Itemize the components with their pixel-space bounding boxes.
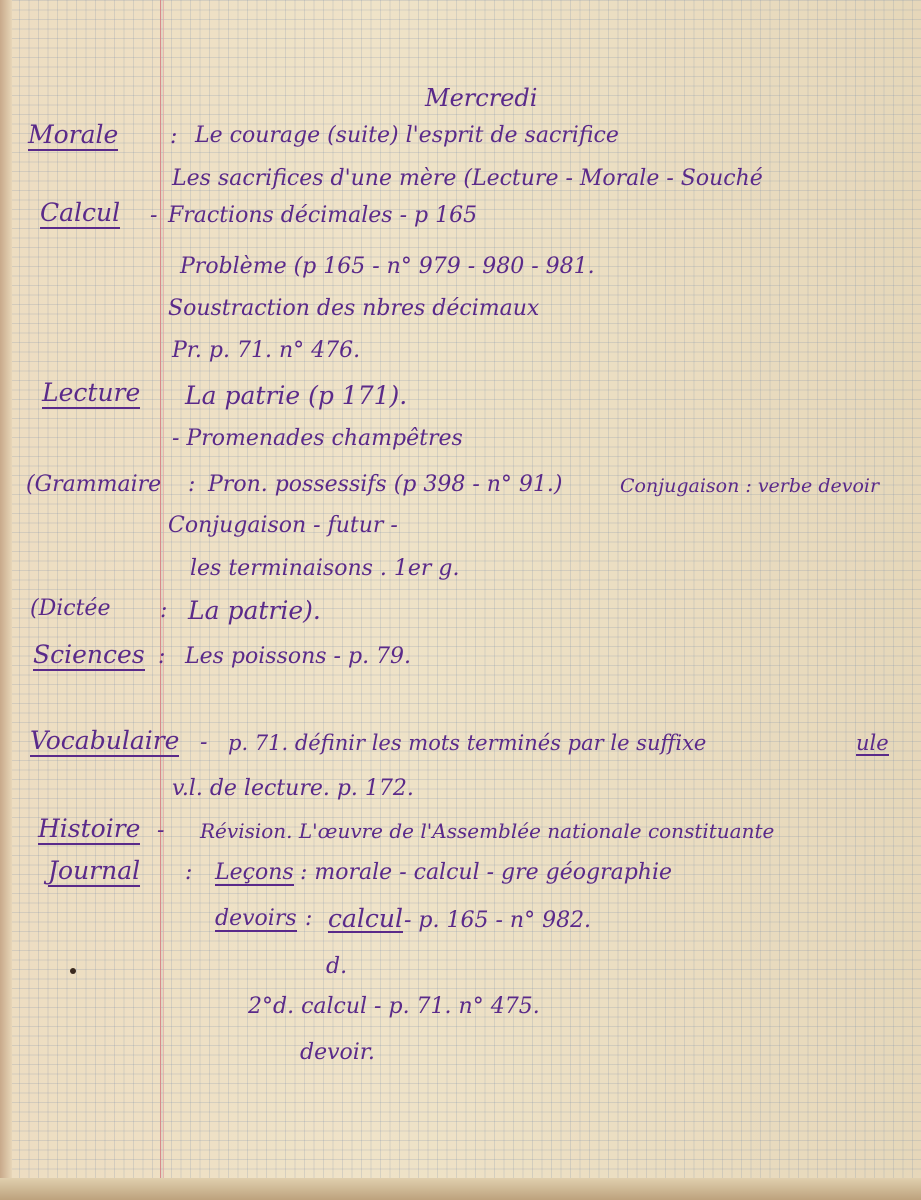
journal-devoirs-calcul: calcul (328, 904, 403, 933)
subject-lecture: Lecture (42, 378, 141, 407)
grammaire-line-1: Pron. possessifs (p 398 - n° 91.) (208, 472, 563, 497)
journal-devoirs-separator: : (305, 906, 313, 931)
lecture-line-1: La patrie (p 171). (185, 381, 408, 410)
lecture-line-2: - Promenades champêtres (172, 426, 463, 451)
subject-grammaire: (Grammaire (26, 472, 162, 497)
subject-morale: Morale (28, 120, 119, 149)
page-left-edge (0, 0, 12, 1200)
vocabulaire-separator: - (200, 730, 208, 755)
calcul-line-3: Soustraction des nbres décimaux (168, 296, 540, 321)
sciences-line-1: Les poissons - p. 79. (185, 644, 412, 669)
morale-separator: : (170, 124, 178, 149)
calcul-separator: - (150, 203, 158, 228)
dictee-separator: : (160, 598, 168, 623)
sciences-separator: : (158, 644, 166, 669)
journal-separator: : (185, 860, 193, 885)
journal-devoirs-ref: - p. 165 - n° 982. (404, 908, 592, 933)
grammaire-conjugaison: Conjugaison : verbe devoir (620, 475, 880, 497)
journal-last: devoir. (300, 1040, 375, 1065)
morale-line-2: Les sacrifices d'une mère (Lecture - Morale - Souché (172, 166, 763, 191)
morale-line-1: Le courage (suite) l'esprit de sacrifice (195, 123, 619, 148)
grammaire-separator: : (188, 472, 196, 497)
page-bottom-edge (0, 1178, 921, 1200)
grammaire-line-3: les terminaisons . 1er g. (190, 556, 460, 581)
vocabulaire-suffix: ule (856, 731, 889, 755)
vocabulaire-line-1: p. 71. définir les mots terminés par le suffixe (228, 731, 707, 755)
subject-dictee: (Dictée (30, 596, 111, 621)
journal-mark-d: d. (326, 954, 348, 979)
journal-lecons: : morale - calcul - gre géographie (300, 860, 673, 885)
calcul-line-1: Fractions décimales - p 165 (168, 203, 478, 228)
histoire-line-1: Révision. L'œuvre de l'Assemblée nationale constituante (200, 819, 775, 843)
subject-journal: Journal (48, 856, 141, 885)
vocabulaire-line-2: v.l. de lecture. p. 172. (172, 776, 414, 801)
subject-histoire: Histoire (38, 814, 141, 843)
ink-dot (70, 968, 76, 974)
calcul-line-2: Problème (p 165 - n° 979 - 980 - 981. (180, 254, 595, 279)
subject-vocabulaire: Vocabulaire (30, 726, 180, 755)
journal-second-line: 2°d. calcul - p. 71. n° 475. (248, 994, 540, 1019)
histoire-separator: - (157, 818, 165, 843)
calcul-line-4: Pr. p. 71. n° 476. (172, 338, 361, 363)
grammaire-line-2: Conjugaison - futur - (168, 513, 398, 538)
day-title: Mercredi (425, 84, 538, 112)
journal-lecons-label: Leçons (215, 860, 294, 885)
journal-devoirs-label: devoirs (215, 906, 297, 931)
subject-sciences: Sciences (33, 640, 145, 669)
subject-calcul: Calcul (40, 198, 121, 227)
dictee-line-1: La patrie). (188, 596, 321, 625)
